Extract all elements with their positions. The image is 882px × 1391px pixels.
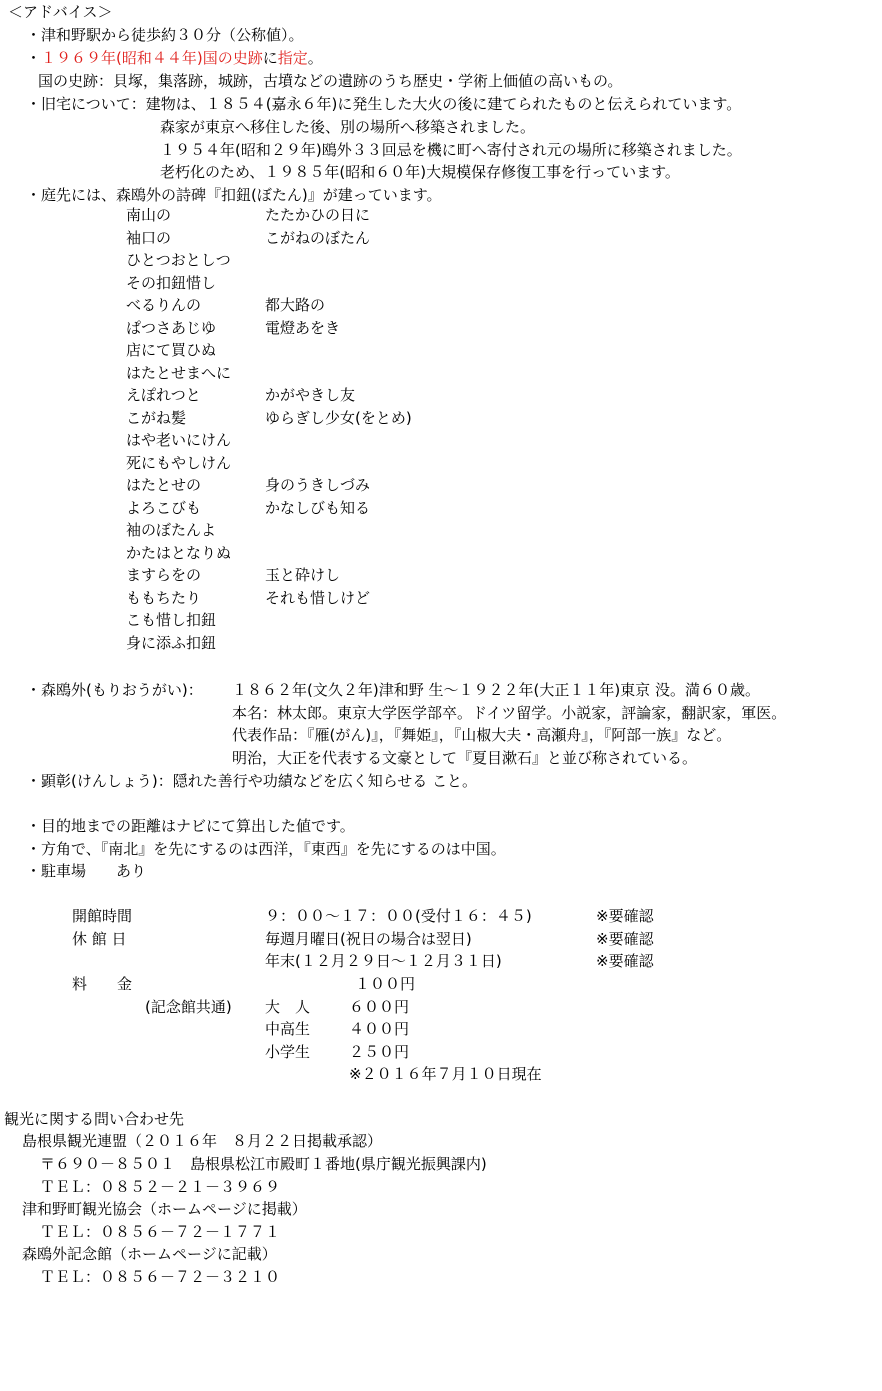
poem-left: ひとつおとしつ [126, 251, 231, 269]
poem-left: ぱつさあじゆ [126, 319, 217, 337]
joint-label: (記念館共通) [145, 998, 232, 1016]
poem-line [0, 610, 882, 632]
designation-particle: に [262, 49, 278, 67]
poem-line [0, 295, 882, 317]
poem-line [0, 430, 882, 452]
ogai-line-1: １８６２年(文久２年)津和野 生～１９２２年(大正１１年)東京 没。満６０歳。 [232, 681, 760, 699]
closed-label: 休 館 日 [72, 930, 127, 948]
poem-right: かなしびも知る [265, 499, 371, 517]
contact-tsuwano-tel: ＴＥＬ：０８５６－７２－１７７１ [40, 1223, 281, 1241]
poem-line [0, 250, 882, 272]
note-line: ・目的地までの距離はナビにて算出した値です。 [26, 817, 355, 835]
poem-line [0, 520, 882, 542]
poem-line [0, 475, 882, 497]
poem-left: ますらをの [126, 566, 202, 584]
ogai-label: ・森鴎外(もりおうがい)： [26, 681, 203, 699]
poem-right: 都大路の [265, 296, 326, 314]
contact-shimane-address: 〒６９０－８５０１ 島根県松江市殿町１番地(県庁観光振興課内) [40, 1155, 487, 1173]
house-line-3: １９５４年(昭和２９年)鴎外３３回忌を機に町へ寄付され元の場所に移築されました。 [160, 141, 742, 159]
poem-left: こも惜し扣鈕 [126, 611, 217, 629]
designation-year: １９６９年 [41, 49, 117, 67]
poem-left: べるりんの [126, 296, 202, 314]
poem-left: 袖口の [126, 229, 172, 247]
contacts-title: 観光に関する問い合わせ先 [4, 1110, 185, 1128]
poem-line [0, 498, 882, 520]
poem-line [0, 273, 882, 295]
poem-line [0, 588, 882, 610]
house-line-4: 老朽化のため、１９８５年(昭和６０年)大規模保存修復工事を行っています。 [160, 163, 680, 181]
designation-bullet: ・ [26, 49, 42, 67]
poem-line [0, 408, 882, 430]
poem-right: 玉と砕けし [265, 566, 341, 584]
contact-tsuwano: 津和野町観光協会（ホームページに掲載） [22, 1200, 307, 1218]
poem-intro: ・庭先には、森鴎外の詩碑『扣鈕(ぼたん)』が建っています。 [26, 186, 442, 204]
confirm-note: ※要確認 [596, 952, 654, 970]
closed-value-year-end: 年末(１２月２９日～１２月３１日) [265, 952, 502, 970]
poem-left: 身に添ふ扣鈕 [126, 634, 217, 652]
designation-end: 。 [307, 49, 323, 67]
poem-left: その扣鈕惜し [126, 274, 217, 292]
fee-category: 中高生 [265, 1020, 311, 1038]
poem-line [0, 228, 882, 250]
poem-left: こがね髪 [126, 409, 187, 427]
contact-shimane-tel: ＴＥＬ：０８５２－２１－３９６９ [40, 1178, 281, 1196]
site-definition: 国の史跡：貝塚，集落跡，城跡，古墳などの遺跡のうち歴史・学術上価値の高いもの。 [38, 72, 623, 90]
designation-shitei: 指定 [277, 49, 308, 67]
house-line-2: 森家が東京へ移住した後、別の場所へ移築されました。 [160, 118, 536, 136]
poem-left: 袖のぼたんよ [126, 521, 217, 539]
poem-left: かたはとなりぬ [126, 544, 232, 562]
access-line: ・津和野駅から徒歩約３０分（公称値）。 [26, 26, 304, 44]
poem-line [0, 453, 882, 475]
poem-left: はや老いにけん [126, 431, 232, 449]
designation-site: 国の史跡 [202, 49, 263, 67]
hours-label: 開館時間 [72, 907, 133, 925]
contact-memorial-tel: ＴＥＬ：０８５６－７２－３２１０ [40, 1268, 281, 1286]
poem-left: 店にて買ひぬ [126, 341, 217, 359]
confirm-note: ※要確認 [596, 930, 654, 948]
designation-line [26, 48, 323, 68]
poem-right: それも惜しけど [265, 589, 371, 607]
note-line: ・方角で、『南北』を先にするのは西洋，『東西』を先にするのは中国。 [26, 840, 506, 858]
designation-era: (昭和４４年) [116, 49, 203, 67]
fee-price: ６００円 [349, 998, 410, 1016]
poem-line [0, 318, 882, 340]
poem-right: 電燈あをき [265, 319, 341, 337]
poem-left: 南山の [126, 206, 172, 224]
poem-right: たたかひの日に [265, 206, 371, 224]
poem-line [0, 633, 882, 655]
kensho-line: ・顕彰(けんしょう)：隠れた善行や功績などを広く知らせる こと。 [26, 772, 478, 790]
poem-line [0, 205, 882, 227]
poem-left: えぽれつと [126, 386, 201, 404]
poem-right: こがねのぼたん [265, 229, 371, 247]
ogai-line-2: 本名：林太郎。東京大学医学部卒。ドイツ留学。小説家，評論家，翻訳家，軍医。 [232, 704, 787, 722]
poem-line [0, 385, 882, 407]
ogai-line-4: 明治，大正を代表する文豪として『夏目漱石』と並び称されている。 [232, 749, 698, 767]
ogai-line-3: 代表作品：『雁(がん)』，『舞姫』，『山椒大夫・高瀬舟』，『阿部一族』など。 [232, 726, 732, 744]
poem-line [0, 543, 882, 565]
poem-line [0, 565, 882, 587]
contact-memorial: 森鴎外記念館（ホームページに記載） [22, 1245, 277, 1263]
fee-category: 小学生 [265, 1043, 311, 1061]
poem-left: はたとせまへに [126, 364, 232, 382]
poem-left: はたとせの [126, 476, 202, 494]
confirm-note: ※要確認 [596, 907, 654, 925]
parking-line: ・駐車場 あり [26, 862, 147, 880]
closed-value: 毎週月曜日(祝日の場合は翌日) [265, 930, 472, 948]
fee-price: ４００円 [349, 1020, 410, 1038]
poem-left: 死にもやしけん [126, 454, 232, 472]
fee-price: ２５０円 [349, 1043, 410, 1061]
poem-line [0, 340, 882, 362]
poem-right: かがやきし友 [265, 386, 356, 404]
poem-left: ももちたり [126, 589, 202, 607]
fee-category: 大 人 [265, 998, 311, 1016]
poem-right: 身のうきしづみ [265, 476, 371, 494]
house-line-1: ・旧宅について：建物は、１８５４(嘉永６年)に発生した大火の後に建てられたものと伝えられています。 [26, 95, 742, 113]
as-of-note: ※２０１６年７月１０日現在 [349, 1065, 542, 1083]
poem-line [0, 363, 882, 385]
hours-value: ９：００～１７：００(受付１６：４５) [265, 907, 532, 925]
fee-label: 料 金 [72, 975, 133, 993]
advice-heading: ＜アドバイス＞ [8, 3, 113, 21]
poem-right: ゆらぎし少女(をとめ) [265, 409, 412, 427]
poem-left: よろこびも [126, 499, 202, 517]
fee-value: １００円 [355, 975, 416, 993]
contact-shimane: 島根県観光連盟（２０１６年 ８月２２日掲載承認） [22, 1132, 383, 1150]
